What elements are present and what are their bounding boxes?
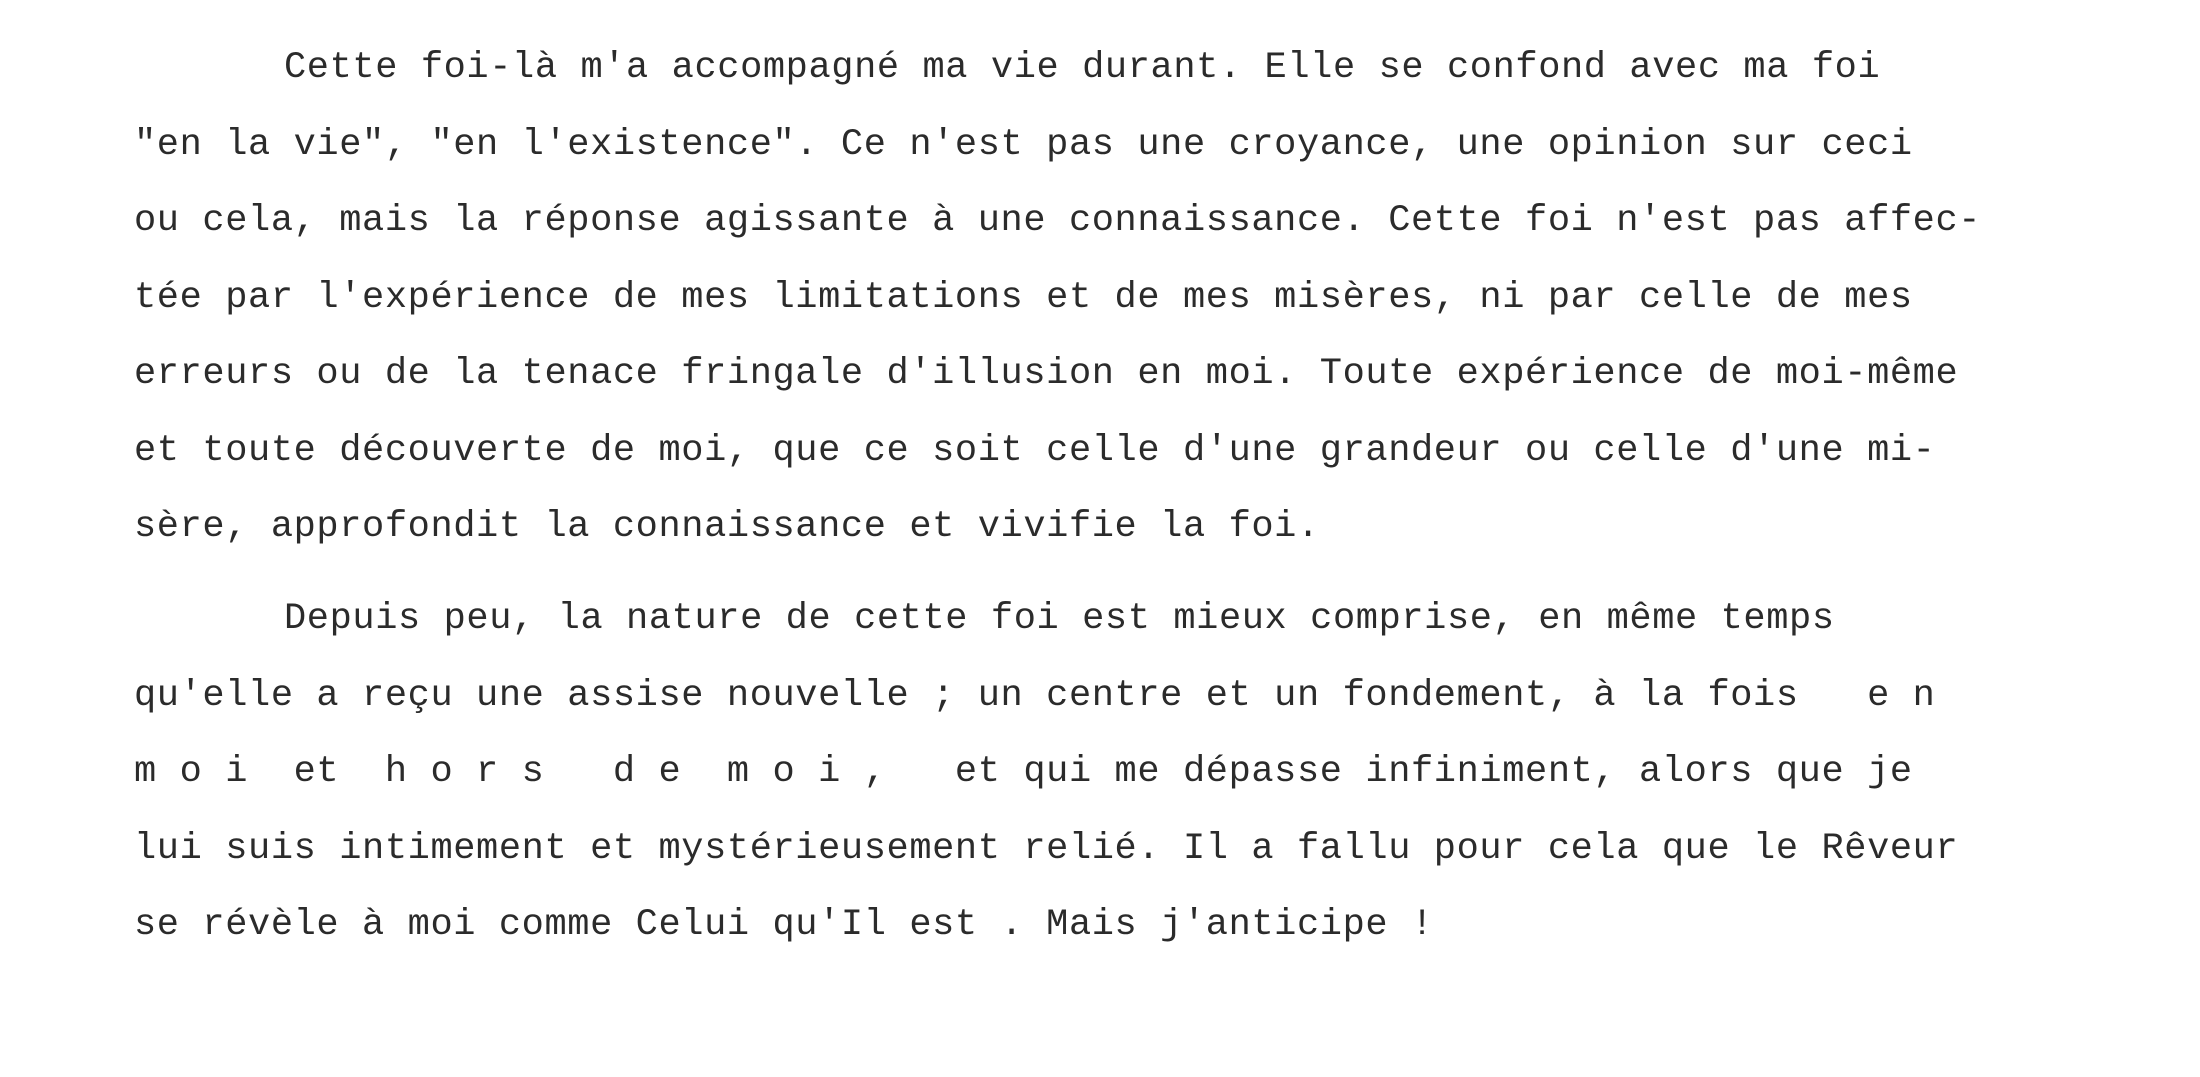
text-line: se révèle à moi comme Celui qu'Il est . Mais j'anticipe ! — [134, 904, 1434, 946]
text-line: erreurs ou de la tenace fringale d'illusion en moi. Toute expérience de moi-même — [134, 353, 1959, 395]
paragraph-2 — [134, 591, 2154, 974]
text-line: Depuis peu, la nature de cette foi est mieux comprise, en même temps — [284, 598, 1835, 640]
text-line: m o i et h o r s d e m o i , et qui me dépasse infiniment, alors que je — [134, 751, 1913, 793]
text-line: "en la vie", "en l'existence". Ce n'est pas une croyance, une opinion sur ceci — [134, 123, 1913, 166]
text-line: Cette foi-là m'a accompagné ma vie durant. Elle se confond avec ma foi — [284, 47, 1881, 89]
paragraph-1 — [134, 40, 2154, 576]
text-line: lui suis intimement et mystérieusement relié. Il a fallu pour cela que le Rêveur — [134, 827, 1959, 870]
text-line: tée par l'expérience de mes limitations et de mes misères, ni par celle de mes — [134, 276, 1913, 319]
text-line: et toute découverte de moi, que ce soit celle d'une grandeur ou celle d'une mi- — [134, 429, 1936, 472]
text-line: ou cela, mais la réponse agissante à une connaissance. Cette foi n'est pas affec- — [134, 200, 1982, 242]
text-line: sère, approfondit la connaissance et vivifie la foi. — [134, 506, 1320, 548]
text-line: qu'elle a reçu une assise nouvelle ; un centre et un fondement, à la fois e n — [134, 674, 1936, 717]
